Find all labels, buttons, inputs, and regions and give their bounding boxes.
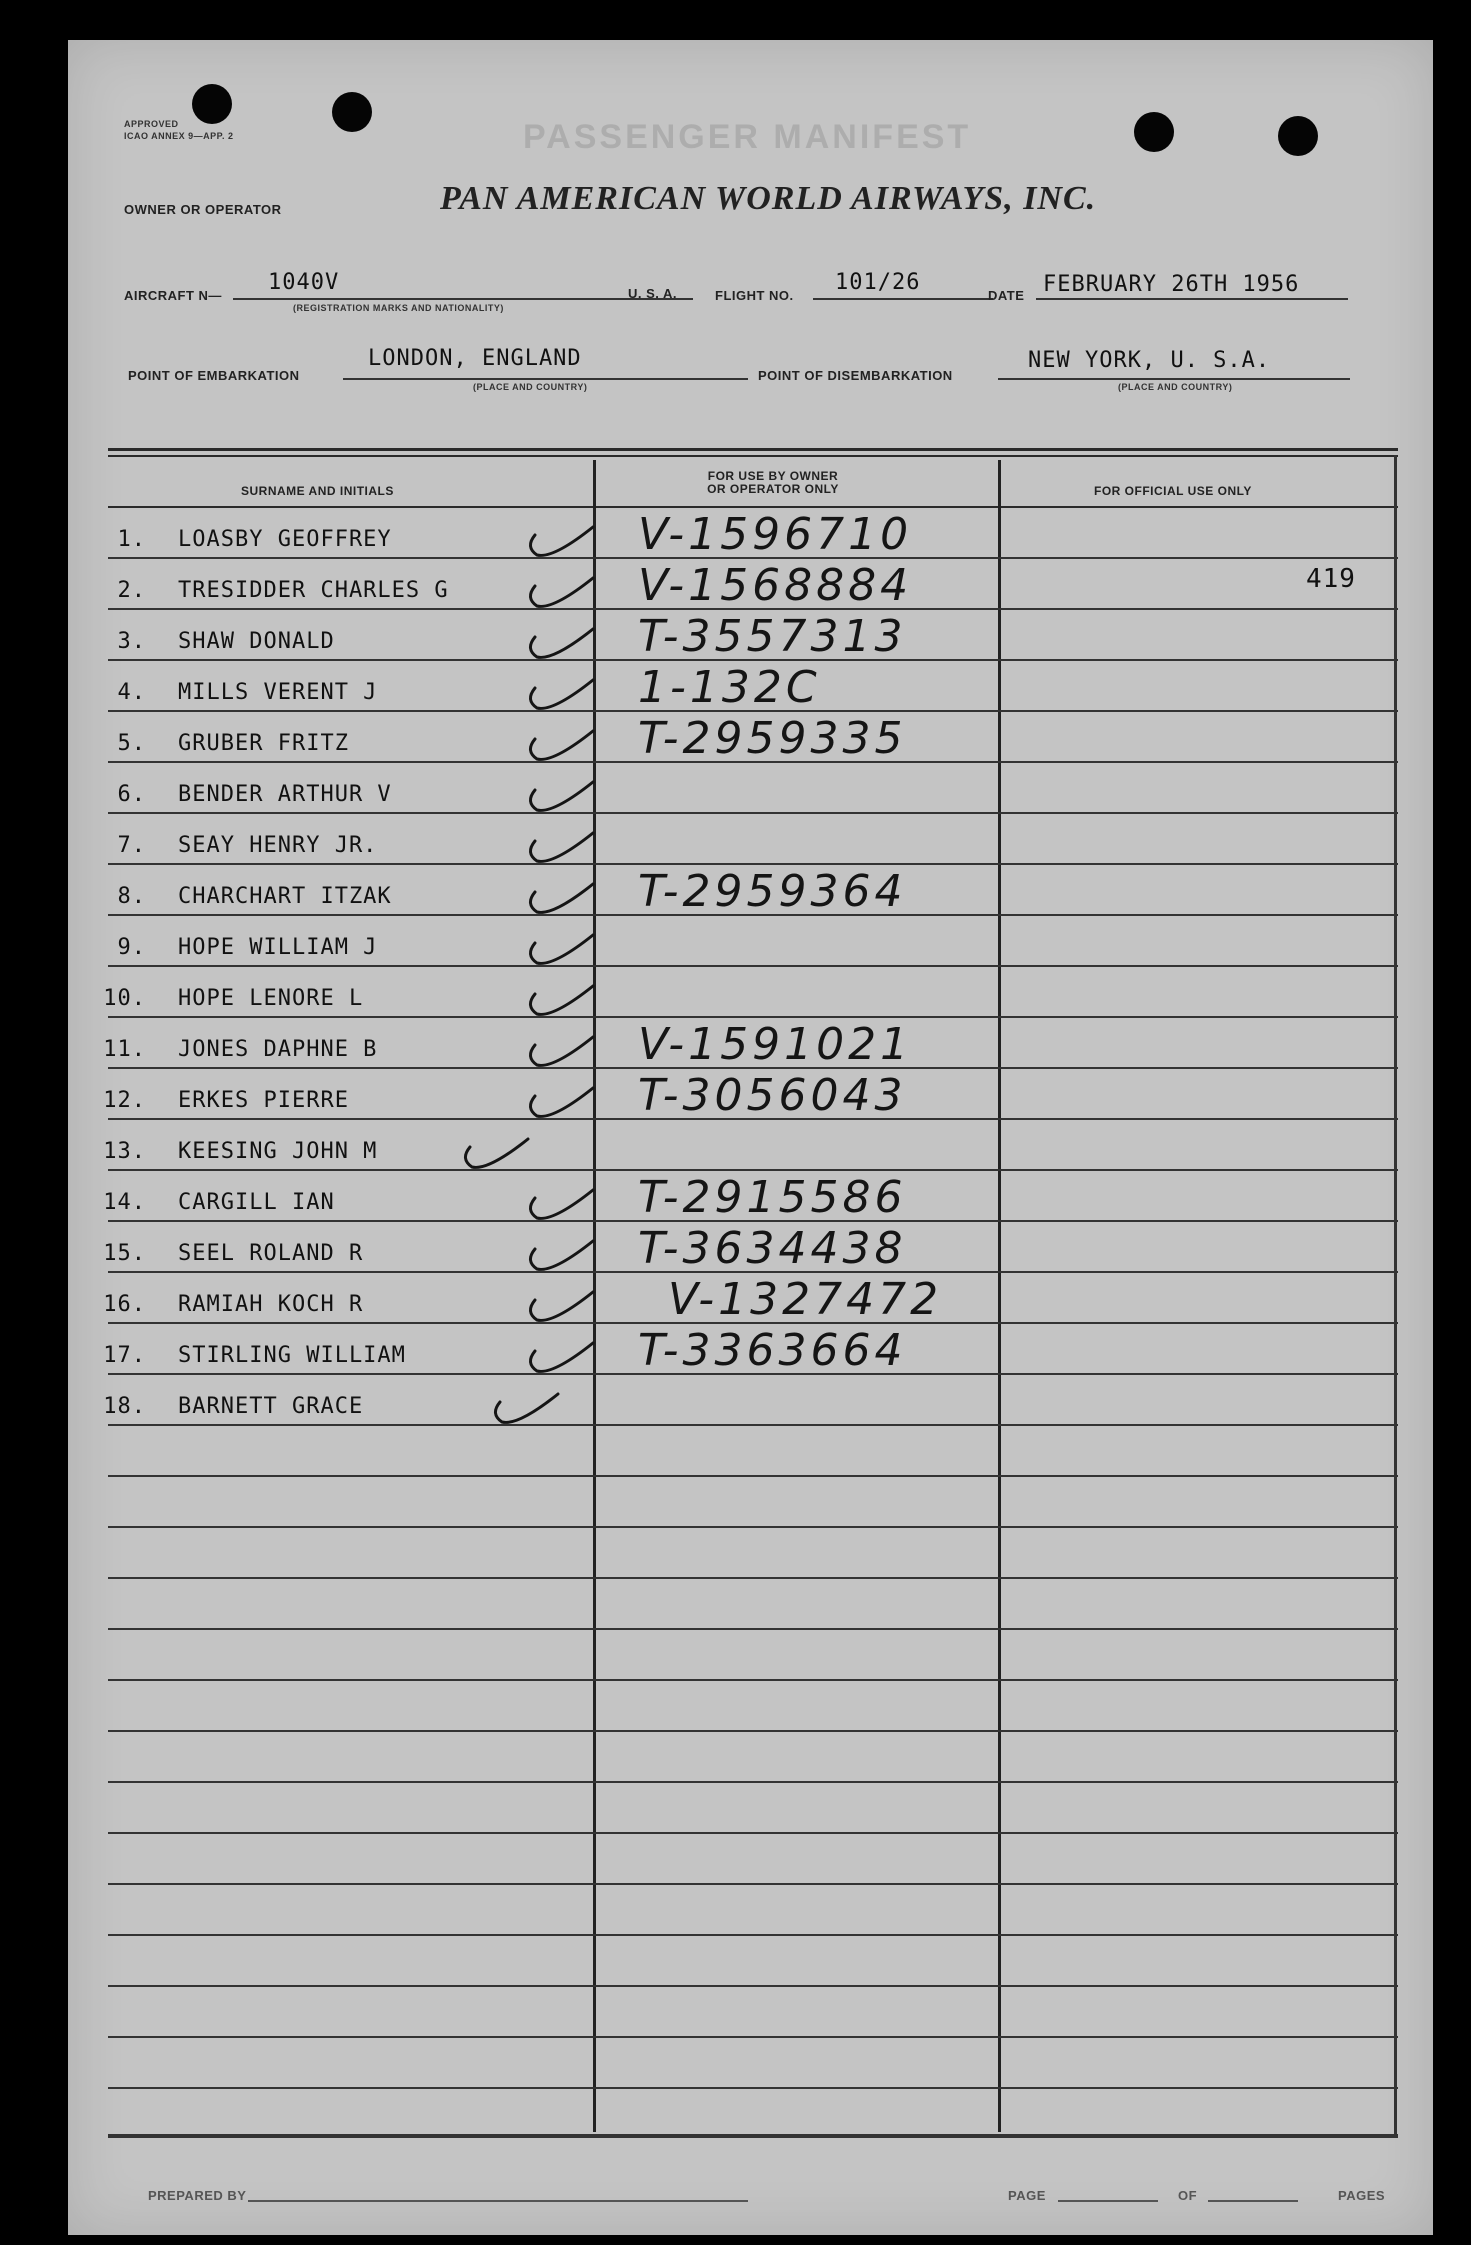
punch-hole (1278, 116, 1318, 156)
page-title: PASSENGER MANIFEST (523, 118, 972, 156)
passenger-name: GRUBER FRITZ (178, 731, 349, 756)
list-item (68, 1223, 1398, 1274)
check-mark-icon (523, 772, 663, 822)
list-item (68, 713, 1398, 764)
passenger-number: 1. (117, 527, 146, 552)
ticket-number: T-2915586 (638, 1172, 907, 1223)
list-item (68, 1070, 1398, 1121)
list-item (68, 976, 1398, 1016)
usa-label: U. S. A. (628, 286, 678, 301)
col-owner-header-line: OR OPERATOR ONLY (707, 482, 839, 496)
ticket-number: V-1596710 (638, 509, 913, 560)
list-item (68, 1274, 1398, 1325)
list-item (68, 1325, 1398, 1376)
approval-line: APPROVED (124, 119, 179, 129)
col-owner-header-line: FOR USE BY OWNER (707, 469, 839, 483)
ticket-number: T-2959335 (638, 713, 907, 764)
date-label: DATE (988, 288, 1025, 303)
manifest-sheet (68, 40, 1433, 2235)
passenger-number: 18. (103, 1394, 146, 1419)
official-note: 419 (1306, 564, 1356, 594)
passenger-number: 5. (117, 731, 146, 756)
aircraft-label: AIRCRAFT N— (124, 288, 222, 303)
check-mark-icon (458, 1129, 598, 1179)
ticket-number: T-3634438 (638, 1223, 907, 1274)
list-item (68, 1384, 1398, 1424)
passenger-name: HOPE LENORE L (178, 986, 364, 1011)
ticket-number: T-3056043 (638, 1070, 907, 1121)
passenger-number: 8. (117, 884, 146, 909)
punch-hole (332, 92, 372, 132)
ticket-number: V-1568884 (638, 560, 913, 611)
punch-hole (1134, 112, 1174, 152)
passenger-name: ERKES PIERRE (178, 1088, 349, 1113)
date-value: FEBRUARY 26TH 1956 (1043, 272, 1300, 297)
passenger-number: 14. (103, 1190, 146, 1215)
registration-note: (REGISTRATION MARKS AND NATIONALITY) (293, 303, 504, 313)
ticket-number: 1-132C (638, 662, 821, 713)
col-official-header: FOR OFFICIAL USE ONLY (1094, 484, 1252, 498)
passenger-number: 10. (103, 986, 146, 1011)
aircraft-value: 1040V (268, 270, 340, 295)
ticket-number: V-1327472 (668, 1274, 943, 1325)
passenger-number: 11. (103, 1037, 146, 1062)
passenger-name: STIRLING WILLIAM (178, 1343, 406, 1368)
ticket-number: T-3363664 (638, 1325, 907, 1376)
list-item (68, 866, 1398, 917)
list-item (68, 823, 1398, 863)
passenger-number: 17. (103, 1343, 146, 1368)
disembark-value: NEW YORK, U. S.A. (1028, 348, 1271, 373)
col-surname-header: SURNAME AND INITIALS (241, 484, 394, 498)
passenger-number: 12. (103, 1088, 146, 1113)
list-item (68, 1019, 1398, 1070)
pages-label: PAGES (1338, 2188, 1386, 2203)
disembark-note: (PLACE AND COUNTRY) (1118, 382, 1233, 392)
passenger-number: 4. (117, 680, 146, 705)
list-item (68, 772, 1398, 812)
list-item (68, 560, 1398, 611)
passenger-name: HOPE WILLIAM J (178, 935, 378, 960)
passenger-name: TRESIDDER CHARLES G (178, 578, 449, 603)
passenger-number: 2. (117, 578, 146, 603)
owner-label: OWNER OR OPERATOR (124, 202, 282, 217)
passenger-name: BENDER ARTHUR V (178, 782, 392, 807)
passenger-name: CARGILL IAN (178, 1190, 335, 1215)
passenger-number: 16. (103, 1292, 146, 1317)
passenger-name: KEESING JOHN M (178, 1139, 378, 1164)
passenger-name: JONES DAPHNE B (178, 1037, 378, 1062)
of-label: OF (1178, 2188, 1198, 2203)
embark-label: POINT OF EMBARKATION (128, 368, 300, 383)
ticket-number: V-1591021 (638, 1019, 913, 1070)
ticket-number: T-3557313 (638, 611, 907, 662)
list-item (68, 1172, 1398, 1223)
airline-name: PAN AMERICAN WORLD AIRWAYS, INC. (440, 180, 1097, 217)
ticket-number: T-2959364 (638, 866, 907, 917)
prepared-label: PREPARED BY (148, 2188, 247, 2203)
passenger-number: 3. (117, 629, 146, 654)
list-item (68, 1129, 1398, 1169)
approval-line: ICAO ANNEX 9—APP. 2 (124, 131, 234, 141)
col-owner-header (643, 470, 903, 496)
list-item (68, 925, 1398, 965)
passenger-number: 13. (103, 1139, 146, 1164)
check-mark-icon (488, 1384, 628, 1434)
passenger-name: MILLS VERENT J (178, 680, 378, 705)
check-mark-icon (523, 925, 663, 975)
passenger-name: LOASBY GEOFFREY (178, 527, 392, 552)
flight-value: 101/26 (835, 270, 921, 295)
passenger-number: 7. (117, 833, 146, 858)
passenger-name: RAMIAH KOCH R (178, 1292, 364, 1317)
embark-note: (PLACE AND COUNTRY) (473, 382, 588, 392)
approval-stamp (124, 118, 234, 142)
passenger-number: 15. (103, 1241, 146, 1266)
page-label: PAGE (1008, 2188, 1046, 2203)
passenger-name: CHARCHART ITZAK (178, 884, 392, 909)
passenger-number: 9. (117, 935, 146, 960)
passenger-name: SEAY HENRY JR. (178, 833, 378, 858)
passenger-name: SHAW DONALD (178, 629, 335, 654)
passenger-name: SEEL ROLAND R (178, 1241, 364, 1266)
list-item (68, 662, 1398, 713)
list-item (68, 509, 1398, 560)
disembark-label: POINT OF DISEMBARKATION (758, 368, 953, 383)
passenger-number: 6. (117, 782, 146, 807)
passenger-name: BARNETT GRACE (178, 1394, 364, 1419)
flight-label: FLIGHT NO. (715, 288, 794, 303)
list-item (68, 611, 1398, 662)
embark-value: LONDON, ENGLAND (368, 346, 582, 371)
